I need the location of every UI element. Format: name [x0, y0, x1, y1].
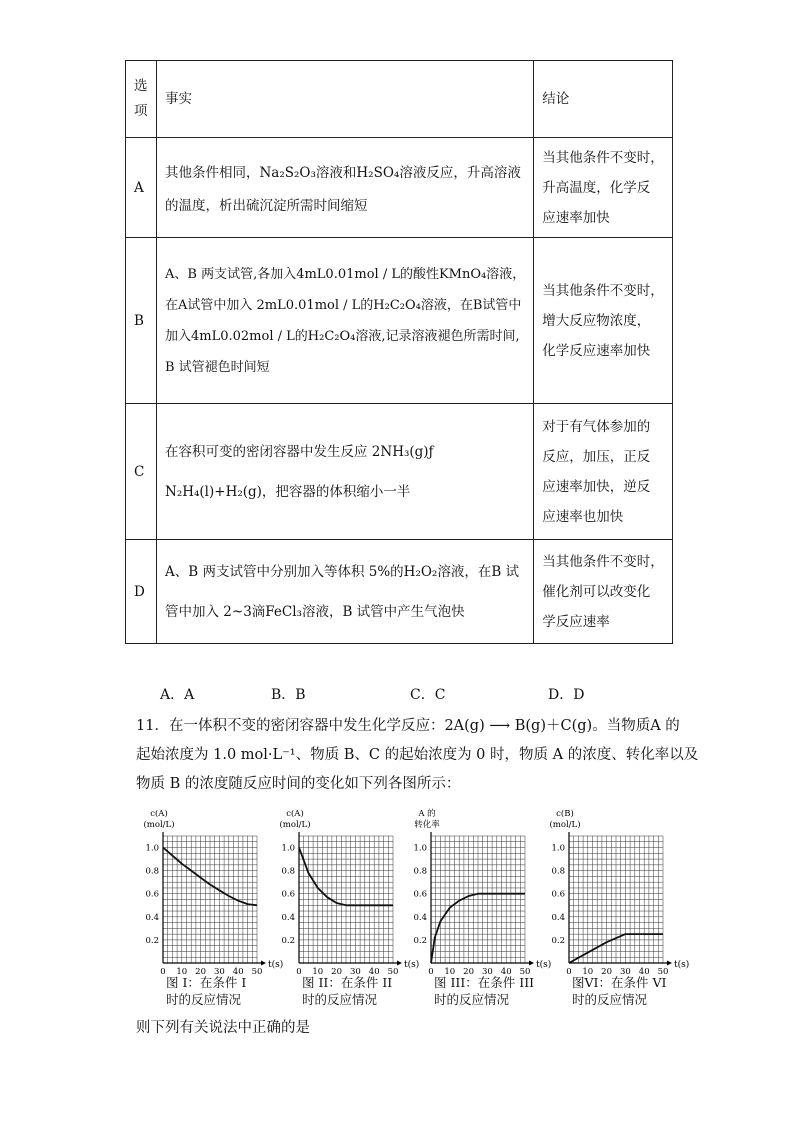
- x-tick-label: 30: [481, 967, 493, 977]
- choice-b[interactable]: B．B: [271, 687, 306, 703]
- x-tick-label: 50: [519, 967, 531, 977]
- x-tick-label: 50: [251, 967, 263, 977]
- graph-caption-line: 图 III：在条件 III: [434, 975, 535, 990]
- row-conclusion: 当其他条件不变时， 增大反应物浓度， 化学反应速率加快: [534, 238, 673, 404]
- x-tick-label: 20: [601, 967, 613, 977]
- y-tick-label: 0.4: [145, 912, 159, 923]
- x-tick-label: 20: [331, 967, 343, 977]
- x-tick-label: 30: [213, 967, 225, 977]
- y-tick-label: 0.8: [145, 866, 159, 877]
- question-11-line: 物质 B 的浓度随反应时间的变化如下列各图所示：: [136, 776, 461, 792]
- choice-c[interactable]: C．C: [410, 687, 446, 703]
- x-tick-label: 40: [232, 967, 244, 977]
- chart-svg: [268, 806, 420, 977]
- x-tick-label: 0: [160, 967, 166, 977]
- y-tick-label: 0.2: [281, 935, 295, 946]
- graph-caption-line: 图VI：在条件 VI: [572, 975, 667, 990]
- question-11-prompt: 则下列有关说法中正确的是: [136, 1020, 310, 1036]
- row-option: C: [126, 404, 157, 540]
- question-11-line: 起始浓度为 1.0 mol·L⁻¹、物质 B、C 的起始浓度为 0 时，物质 A 的浓度、转化率以及: [136, 747, 699, 763]
- y-axis-label: (mol/L): [279, 820, 311, 830]
- table-row: [126, 404, 673, 540]
- y-tick-label: 1.0: [413, 843, 427, 854]
- y-axis-label: (mol/L): [143, 820, 175, 830]
- header-option: 选项: [126, 61, 157, 138]
- table-row: [126, 238, 673, 404]
- table-header-row: [126, 61, 673, 138]
- graph-caption-line: 时的反应情况: [572, 992, 648, 1007]
- chart-svg: [132, 806, 284, 977]
- row-option: B: [126, 238, 157, 404]
- y-tick-label: 0.6: [145, 889, 159, 900]
- row-conclusion: 对于有气体参加的 反应，加压，正反 应速率加快，逆反 应速率也加快: [534, 404, 673, 540]
- graph-caption: [572, 974, 666, 1008]
- y-tick-label: 0.8: [413, 866, 427, 877]
- x-tick-label: 10: [312, 967, 324, 977]
- graph-caption: [166, 974, 246, 1008]
- choice-d[interactable]: D．D: [548, 687, 585, 703]
- x-axis-label: t(s): [404, 960, 420, 970]
- x-axis-label: t(s): [536, 960, 552, 970]
- x-tick-label: 40: [500, 967, 512, 977]
- x-tick-label: 10: [444, 967, 456, 977]
- y-tick-label: 0.4: [551, 912, 565, 923]
- y-tick-label: 0.8: [281, 866, 295, 877]
- graph-3: [400, 806, 552, 1007]
- y-axis-label: (mol/L): [549, 820, 581, 830]
- row-conclusion: 当其他条件不变时， 催化剂可以改变化 学反应速率: [534, 540, 673, 644]
- question-11: [136, 712, 699, 799]
- graph-caption-line: 图 II：在条件 II: [302, 975, 393, 990]
- header-conclusion: 结论: [534, 61, 673, 138]
- table-row: [126, 540, 673, 644]
- header-fact: 事实: [157, 61, 534, 138]
- row-fact: A、B 两支试管,各加入4mL0.01mol / L的酸性KMnO₄溶液， 在A试管中加入 2mL0.01mol / L的H₂C₂O₄溶液，在B试管中 加入4mL0.02mol / L的H₂C₂O₄溶液,记录溶液褪色所需时间, B 试管褪色时间短: [157, 238, 534, 404]
- table-row: [126, 138, 673, 238]
- row-option: A: [126, 138, 157, 238]
- y-tick-label: 0.2: [551, 935, 565, 946]
- y-axis-label: c(B): [556, 809, 574, 819]
- row-option: D: [126, 540, 157, 644]
- row-fact: A、B 两支试管中分别加入等体积 5%的H₂O₂溶液，在B 试 管中加入 2~3滴FeCl₃溶液，B 试管中产生气泡快: [157, 540, 534, 644]
- graph-caption: [302, 974, 392, 1008]
- x-tick-label: 20: [195, 967, 207, 977]
- y-tick-label: 1.0: [145, 843, 159, 854]
- x-axis-label: t(s): [674, 960, 690, 970]
- y-tick-label: 0.2: [145, 935, 159, 946]
- x-tick-label: 0: [296, 967, 302, 977]
- x-tick-label: 30: [619, 967, 631, 977]
- x-tick-label: 10: [582, 967, 594, 977]
- y-axis-label: c(A): [286, 809, 304, 819]
- graph-caption-line: 时的反应情况: [166, 992, 242, 1007]
- row-fact: 在容积可变的密闭容器中发生反应 2NH₃(g)ƒ N₂H₄(l)+H₂(g)，把容器的体积缩小一半: [157, 404, 534, 540]
- chart-svg: [538, 806, 690, 977]
- x-tick-label: 0: [428, 967, 434, 977]
- x-tick-label: 30: [349, 967, 361, 977]
- graph-caption-line: 时的反应情况: [302, 992, 378, 1007]
- question-11-line: 11．在一体积不变的密闭容器中发生化学反应：2A(g) ⟶ B(g)＋C(g)。当物质A 的: [136, 718, 680, 734]
- y-axis-label: A 的: [418, 809, 436, 819]
- chart-svg: [400, 806, 552, 977]
- y-axis-label: 转化率: [414, 820, 440, 830]
- y-tick-label: 1.0: [281, 843, 295, 854]
- x-axis-label: t(s): [268, 960, 284, 970]
- x-tick-label: 20: [463, 967, 475, 977]
- x-axis-arrow: [667, 961, 672, 966]
- x-tick-label: 0: [566, 967, 572, 977]
- row-fact: 其他条件相同，Na₂S₂O₃溶液和H₂SO₄溶液反应，升高溶液 的温度，析出硫沉淀所需时间缩短: [157, 138, 534, 238]
- y-axis-label: c(A): [150, 809, 168, 819]
- x-tick-label: 40: [638, 967, 650, 977]
- y-tick-label: 1.0: [551, 843, 565, 854]
- y-tick-label: 0.6: [551, 889, 565, 900]
- x-axis-arrow: [261, 961, 266, 966]
- x-tick-label: 50: [657, 967, 669, 977]
- y-tick-label: 0.4: [281, 912, 295, 923]
- y-tick-label: 0.6: [413, 889, 427, 900]
- question-10-table: [125, 60, 673, 644]
- graph-caption-line: 时的反应情况: [434, 992, 510, 1007]
- graph-4: [538, 806, 690, 1007]
- x-axis-arrow: [529, 961, 534, 966]
- y-tick-label: 0.6: [281, 889, 295, 900]
- row-conclusion: 当其他条件不变时， 升高温度，化学反 应速率加快: [534, 138, 673, 238]
- x-tick-label: 10: [176, 967, 188, 977]
- choice-a[interactable]: A．A: [160, 687, 195, 703]
- y-tick-label: 0.4: [413, 912, 427, 923]
- y-tick-label: 0.2: [413, 935, 427, 946]
- graph-2: [268, 806, 420, 1007]
- x-tick-label: 50: [387, 967, 399, 977]
- x-tick-label: 40: [368, 967, 380, 977]
- graph-caption-line: 图 I：在条件 I: [166, 975, 247, 990]
- graph-caption: [434, 974, 534, 1008]
- y-tick-label: 0.8: [551, 866, 565, 877]
- graph-1: [132, 806, 284, 1007]
